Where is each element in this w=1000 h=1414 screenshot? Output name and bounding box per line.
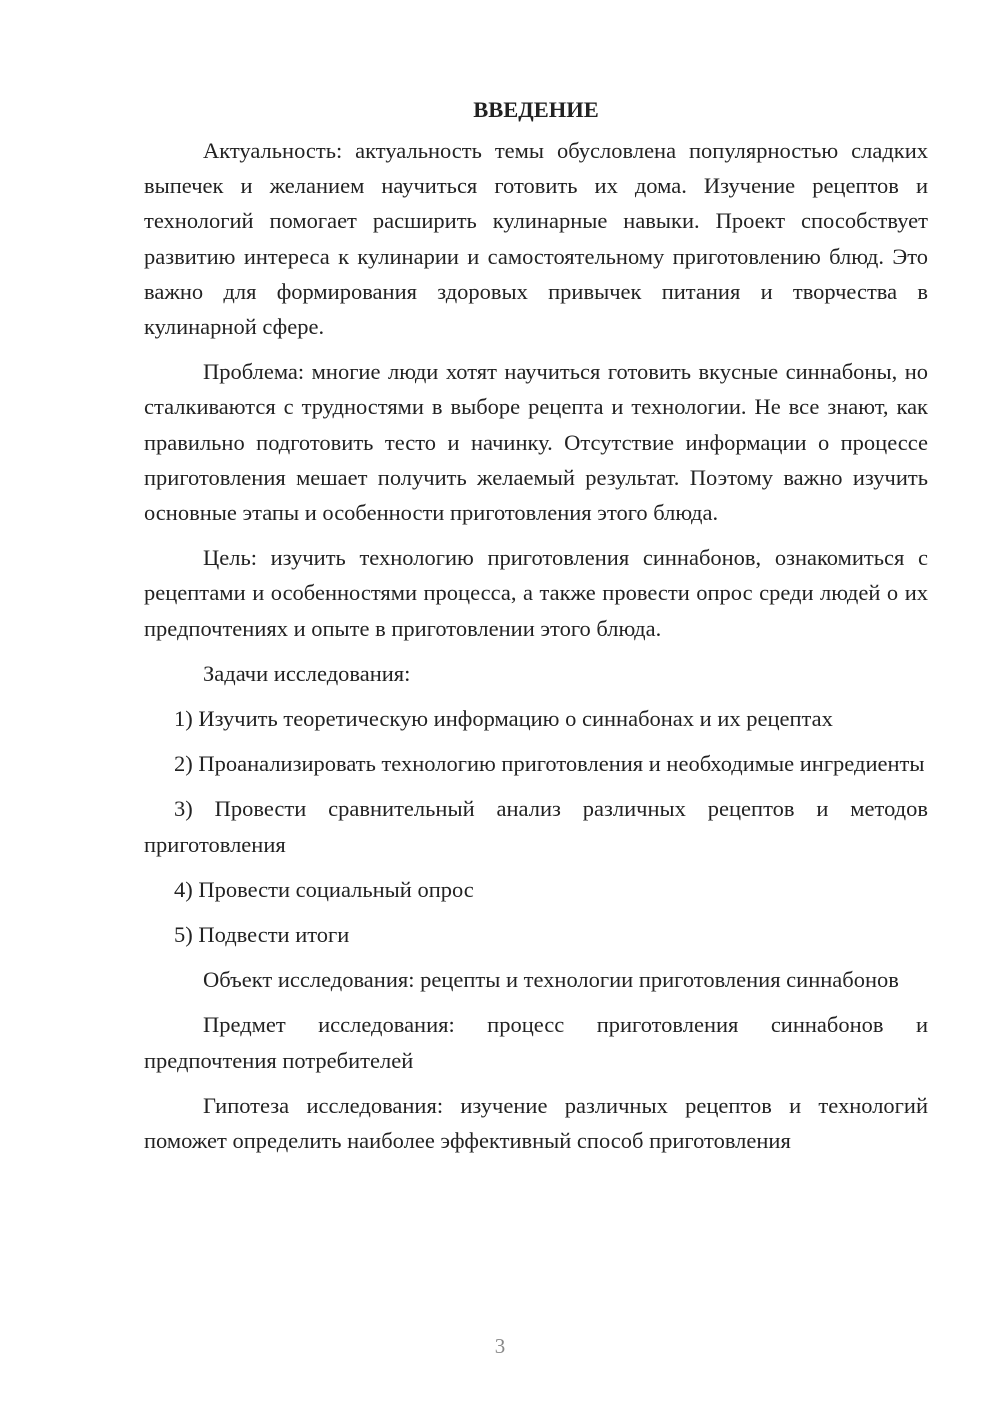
subject-paragraph: Предмет исследования: процесс приготовления синнабонов и предпочтения потребителей bbox=[144, 1012, 928, 1073]
problem-paragraph: Проблема: многие люди хотят научиться готовить вкусные синнабоны, но сталкиваются с трудностями в выборе рецепта и технологии. Не все знают, как правильно подготовить тесто и начинку. Отсутствие информации о процессе приготовления мешает получить желаемый результат. Поэтому важно изучить основные этапы и особенности приготовления этого блюда. bbox=[144, 359, 928, 526]
object-paragraph: Объект исследования: рецепты и технологии приготовления синнабонов bbox=[203, 967, 899, 993]
task-item-4: 4) Провести социальный опрос bbox=[174, 876, 474, 902]
relevance-paragraph: Актуальность: актуальность темы обусловлена популярностью сладких выпечек и желанием научиться готовить их дома. Изучение рецептов и технологий помогает расширить кулинарные навыки. Проект способствует развитию интереса к кулинарии и самостоятельному приготовлению блюд. Это важно для формирования здоровых привычек питания и творчества в кулинарной сфере. bbox=[144, 138, 928, 340]
task-item-1: 1) Изучить теоретическую информацию о синнабонах и их рецептах bbox=[174, 706, 833, 732]
goal-paragraph: Цель: изучить технологию приготовления синнабонов, ознакомиться с рецептами и особенностями процесса, а также провести опрос среди людей о их предпочтениях и опыте в приготовлении этого блюда. bbox=[144, 545, 928, 641]
page-content bbox=[144, 92, 928, 1168]
page-number: 3 bbox=[494, 1334, 506, 1358]
section-title: ВВЕДЕНИЕ bbox=[473, 97, 599, 122]
task-item-5: 5) Подвести итоги bbox=[174, 922, 350, 948]
tasks-heading: Задачи исследования: bbox=[203, 660, 411, 686]
hypothesis-paragraph: Гипотеза исследования: изучение различных рецептов и технологий поможет определить наиболее эффективный способ приготовления bbox=[144, 1092, 928, 1154]
task-item-3: 3) Провести сравнительный анализ различных рецептов и методов приготовления bbox=[144, 796, 928, 857]
task-item-2: 2) Проанализировать технологию приготовления и необходимые ингредиенты bbox=[174, 751, 925, 777]
